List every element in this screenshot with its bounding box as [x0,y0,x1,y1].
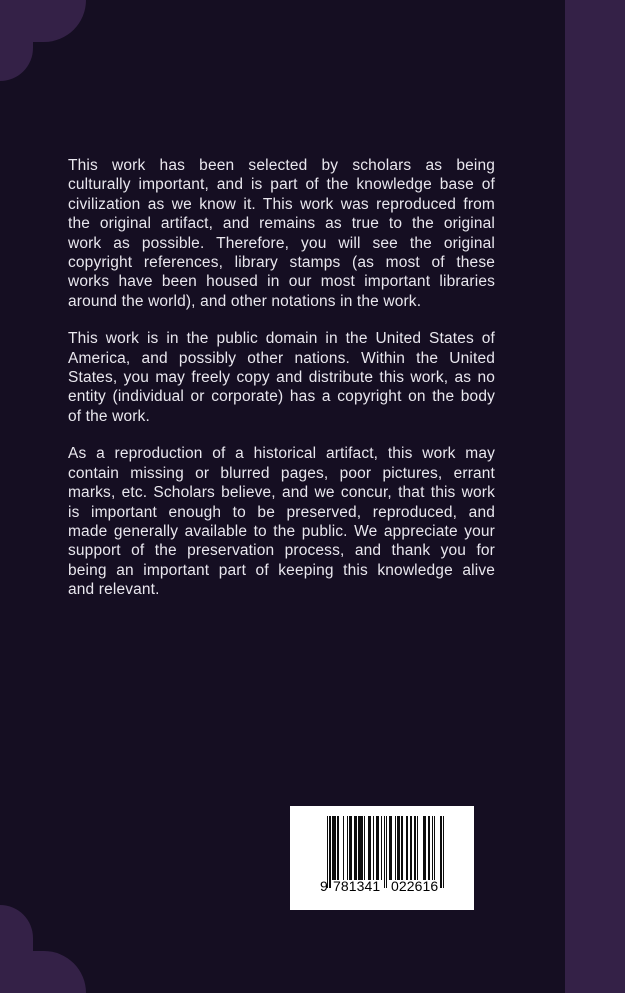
corner-blob-bottom-left-large [0,951,86,993]
text-line: culturally important, and is part of the knowledge base of [68,176,495,194]
barcode-bar [376,816,378,880]
barcode-bar [368,816,372,880]
corner-blob-top-left-small [0,0,33,81]
text-line: made generally available to the public. We appreciate your [68,522,495,540]
barcode-bar [358,816,363,880]
barcode-digits-left: 781341 [333,878,381,894]
paragraph [68,156,495,311]
barcode-bar [434,816,435,880]
text-line: and relevant. [68,581,160,599]
barcode-bar [337,816,339,880]
text-line: marks, etc. Scholars believe, and we concur, that this work [68,484,495,502]
disclaimer-text-block [68,156,495,618]
barcode-bar [347,816,348,880]
text-line: works have been housed in our most important libraries [68,273,495,291]
text-line: of the work. [68,407,150,425]
barcode-bar [364,816,365,880]
barcode-bar [343,816,344,880]
text-line: is important enough to be preserved, reproduced, and [68,503,495,521]
text-line: civilization as we know it. This work was reproduced from [68,195,495,213]
text-line: America, and possibly other nations. Within the United [68,349,495,367]
barcode-digit-system: 9 [320,878,328,894]
text-line: This work is in the public domain in the United States of [68,330,495,348]
barcode-bar [410,816,412,880]
text-line: the original artifact, and remains as true to the original [68,215,495,233]
paragraph [68,444,495,599]
barcode-bar [406,816,408,880]
text-line: around the world), and other notations in the work. [68,292,422,310]
text-line: being an important part of keeping this knowledge alive [68,561,495,579]
barcode-bar [417,816,418,880]
barcode-number [290,878,474,898]
text-line: contain missing or blurred pages, poor pictures, errant [68,464,495,482]
barcode-bar [397,816,399,880]
barcode-bar [414,816,415,880]
barcode-bar [395,816,396,880]
text-line: support of the preservation process, and thank you for [68,542,495,560]
text-line: entity (individual or corporate) has a copyright on the body [68,388,495,406]
barcode-bar [401,816,403,880]
right-edge-band [565,0,625,993]
barcode-bar [332,816,336,880]
barcode-bar [432,816,433,880]
barcode-bar [381,816,382,880]
text-line: States, you may freely copy and distribute this work, as no [68,369,495,387]
text-line: copyright references, library stamps (as most of these [68,254,495,272]
barcode-bar [389,816,393,880]
barcode-bar [354,816,356,880]
paragraph [68,329,495,426]
text-line: This work has been selected by scholars as being [68,157,495,174]
barcode-bar [373,816,374,880]
barcode-bar [423,816,425,880]
barcode [290,806,474,910]
barcode-bar [428,816,430,880]
barcode-bar [349,816,351,880]
text-line: As a reproduction of a historical artifact, this work may [68,445,495,463]
text-line: work as possible. Therefore, you will see the original [68,234,495,252]
barcode-digits-right: 022616 [391,878,439,894]
